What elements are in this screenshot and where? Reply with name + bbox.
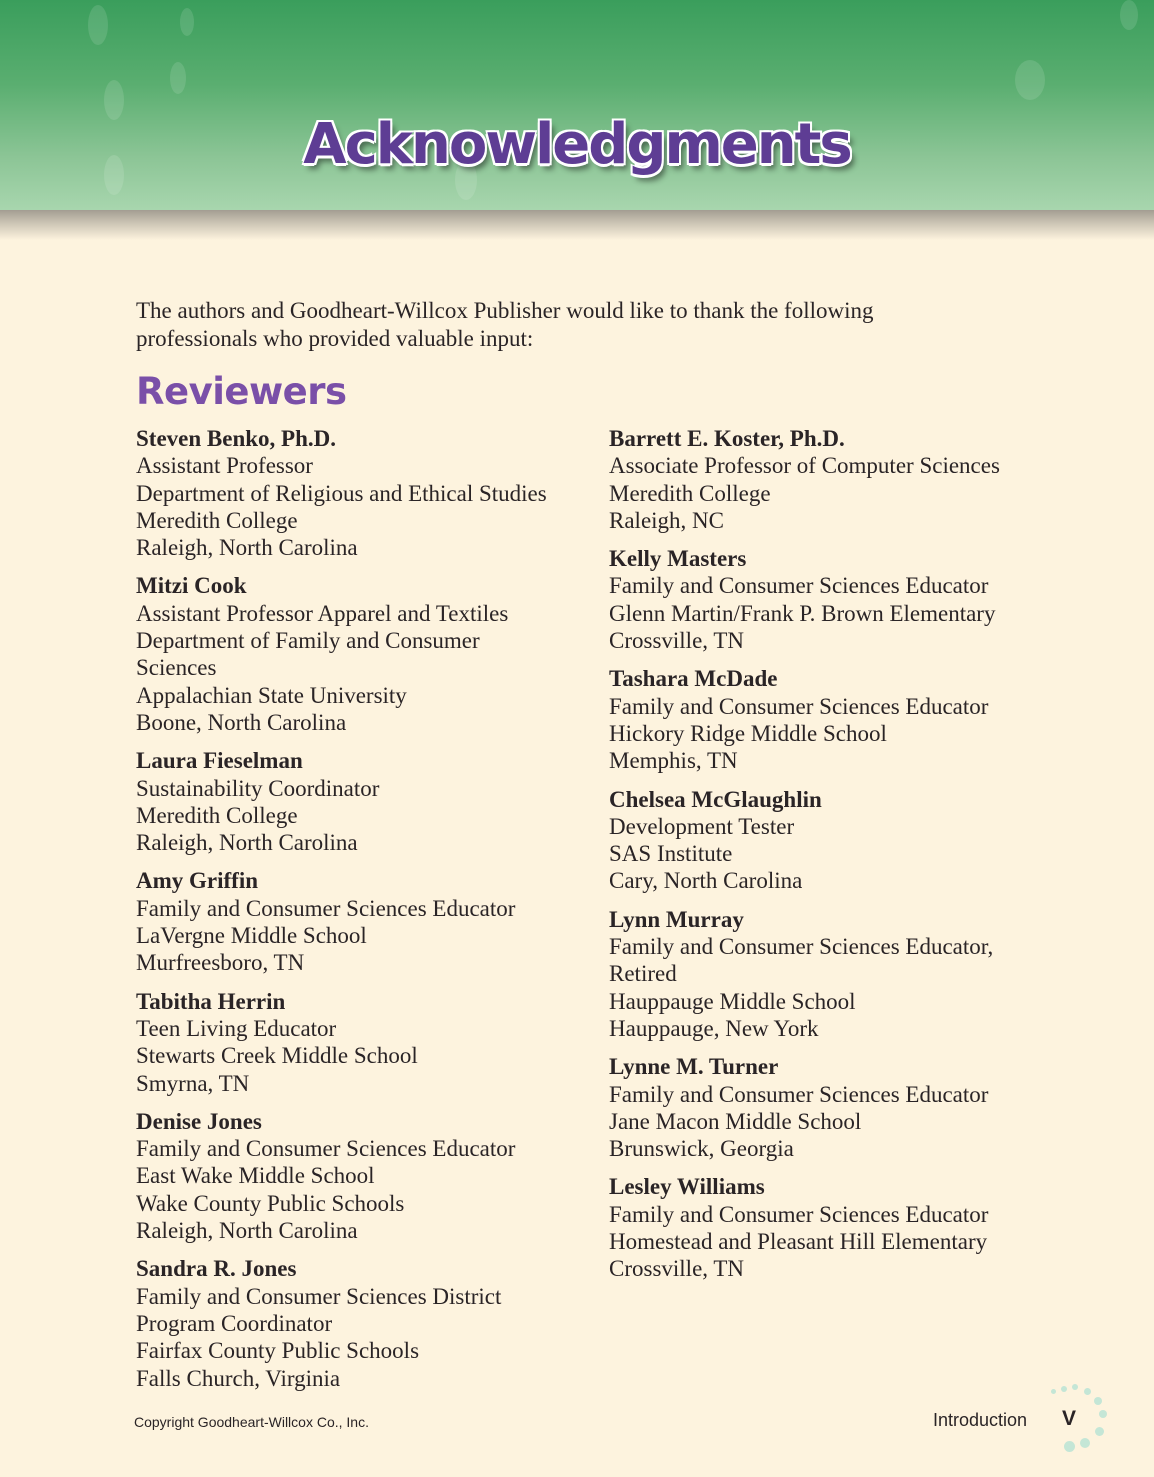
intro-paragraph: The authors and Goodheart-Willcox Publisher would like to thank the following professionals who provided valuable input: bbox=[136, 298, 874, 351]
reviewer-detail: Meredith College bbox=[136, 802, 298, 828]
reviewer-detail: Crossville, TN bbox=[609, 1256, 745, 1282]
reviewer-detail: Family and Consumer Sciences Educator bbox=[609, 1201, 989, 1227]
reviewer-detail: Family and Consumer Sciences Educator bbox=[609, 573, 989, 599]
reviewer-name: Tabitha Herrin bbox=[136, 988, 286, 1014]
reviewer-detail: LaVergne Middle School bbox=[136, 923, 367, 949]
reviewer-detail: Glenn Martin/Frank P. Brown Elementary bbox=[609, 600, 996, 626]
reviewer-detail: Family and Consumer Sciences Educator bbox=[609, 1081, 989, 1107]
reviewers-left-column bbox=[136, 425, 586, 1403]
reviewer-detail: Murfreesboro, TN bbox=[136, 950, 305, 976]
reviewer-detail: Family and Consumer Sciences Educator bbox=[136, 895, 516, 921]
reviewer-detail: Raleigh, North Carolina bbox=[136, 535, 358, 561]
reviewer-entry bbox=[136, 988, 586, 1097]
reviewer-detail: Raleigh, North Carolina bbox=[136, 830, 358, 856]
reviewer-detail: Family and Consumer Sciences Educator bbox=[609, 693, 989, 719]
reviewer-entry bbox=[609, 786, 1069, 895]
reviewer-entry bbox=[609, 1053, 1069, 1162]
header-banner bbox=[0, 0, 1154, 210]
reviewer-detail: Teen Living Educator bbox=[136, 1015, 337, 1041]
reviewer-entry bbox=[136, 572, 586, 736]
page-number: V bbox=[1062, 1407, 1077, 1430]
reviewer-entry bbox=[136, 425, 586, 561]
reviewer-entry bbox=[609, 1173, 1069, 1282]
reviewer-name: Barrett E. Koster, Ph.D. bbox=[609, 426, 845, 451]
reviewer-name: Mitzi Cook bbox=[136, 573, 247, 599]
section-heading: Reviewers bbox=[136, 370, 347, 413]
reviewer-detail: Meredith College bbox=[136, 507, 298, 533]
reviewer-detail: Fairfax County Public Schools bbox=[136, 1338, 420, 1364]
reviewer-detail: Meredith College bbox=[609, 480, 771, 506]
reviewer-name: Chelsea McGlaughlin bbox=[609, 786, 822, 812]
decorative-bubble bbox=[88, 5, 108, 45]
reviewer-detail: Family and Consumer Sciences Educator bbox=[136, 1136, 516, 1162]
reviewer-name: Sandra R. Jones bbox=[136, 1256, 297, 1282]
reviewer-detail: Hickory Ridge Middle School bbox=[609, 720, 887, 746]
reviewer-detail: Falls Church, Virginia bbox=[136, 1365, 341, 1391]
reviewer-detail: Sciences bbox=[136, 655, 217, 681]
reviewer-entry bbox=[609, 906, 1069, 1042]
reviewer-detail: Hauppauge, New York bbox=[609, 1015, 819, 1041]
reviewer-detail: Smyrna, TN bbox=[136, 1070, 250, 1096]
reviewer-detail: Brunswick, Georgia bbox=[609, 1136, 794, 1162]
reviewer-detail: Wake County Public Schools bbox=[136, 1190, 405, 1216]
decorative-bubble bbox=[170, 62, 186, 94]
reviewer-detail: Jane Macon Middle School bbox=[609, 1108, 862, 1134]
decorative-bubble bbox=[1015, 60, 1045, 100]
reviewer-name: Laura Fieselman bbox=[136, 748, 303, 774]
reviewer-name: Kelly Masters bbox=[609, 546, 747, 572]
reviewer-detail: Department of Family and Consumer bbox=[136, 628, 480, 654]
decorative-bubble bbox=[1120, 0, 1138, 30]
reviewer-detail: Family and Consumer Sciences Educator, bbox=[609, 934, 994, 960]
reviewer-detail: Hauppauge Middle School bbox=[609, 988, 856, 1014]
reviewer-entry bbox=[136, 747, 586, 856]
reviewers-right-column bbox=[609, 425, 1069, 1294]
copyright-notice: Copyright Goodheart-Willcox Co., Inc. bbox=[134, 1414, 369, 1430]
reviewer-name: Denise Jones bbox=[136, 1108, 262, 1134]
reviewer-detail: Raleigh, North Carolina bbox=[136, 1218, 358, 1244]
reviewer-detail: Appalachian State University bbox=[136, 682, 407, 708]
reviewer-detail: Development Tester bbox=[609, 813, 795, 839]
reviewer-detail: Assistant Professor bbox=[136, 453, 313, 479]
reviewer-detail: Memphis, TN bbox=[609, 748, 738, 774]
reviewer-detail: Stewarts Creek Middle School bbox=[136, 1043, 418, 1069]
reviewer-name: Lesley Williams bbox=[609, 1174, 765, 1200]
reviewer-name: Steven Benko, Ph.D. bbox=[136, 426, 336, 451]
reviewer-detail: Department of Religious and Ethical Studies bbox=[136, 480, 547, 506]
reviewer-detail: Crossville, TN bbox=[609, 628, 745, 654]
reviewer-entry bbox=[609, 665, 1069, 774]
reviewer-entry bbox=[136, 867, 586, 976]
reviewer-name: Lynn Murray bbox=[609, 906, 744, 932]
banner-shadow bbox=[0, 210, 1154, 240]
reviewer-detail: SAS Institute bbox=[609, 841, 733, 867]
reviewer-detail: Associate Professor of Computer Sciences bbox=[609, 453, 1000, 479]
decorative-bubble bbox=[180, 8, 194, 36]
reviewer-detail: Program Coordinator bbox=[136, 1310, 333, 1336]
reviewer-detail: Sustainability Coordinator bbox=[136, 775, 380, 801]
section-label: Introduction bbox=[933, 1410, 1028, 1430]
reviewer-entry bbox=[136, 1255, 586, 1391]
reviewer-entry bbox=[609, 545, 1069, 654]
reviewer-entry bbox=[136, 1108, 586, 1244]
reviewer-detail: East Wake Middle School bbox=[136, 1163, 375, 1189]
reviewer-detail: Boone, North Carolina bbox=[136, 709, 347, 735]
reviewer-name: Amy Griffin bbox=[136, 868, 259, 894]
reviewer-detail: Raleigh, NC bbox=[609, 507, 724, 533]
reviewer-name: Lynne M. Turner bbox=[609, 1054, 779, 1080]
page-title: Acknowledgments bbox=[303, 112, 851, 177]
reviewer-detail: Retired bbox=[609, 961, 677, 987]
reviewer-detail: Assistant Professor Apparel and Textiles bbox=[136, 600, 509, 626]
reviewer-detail: Family and Consumer Sciences District bbox=[136, 1283, 502, 1309]
reviewer-entry bbox=[609, 425, 1069, 534]
reviewer-detail: Cary, North Carolina bbox=[609, 868, 803, 894]
reviewer-detail: Homestead and Pleasant Hill Elementary bbox=[609, 1229, 988, 1255]
reviewer-name: Tashara McDade bbox=[609, 666, 778, 692]
